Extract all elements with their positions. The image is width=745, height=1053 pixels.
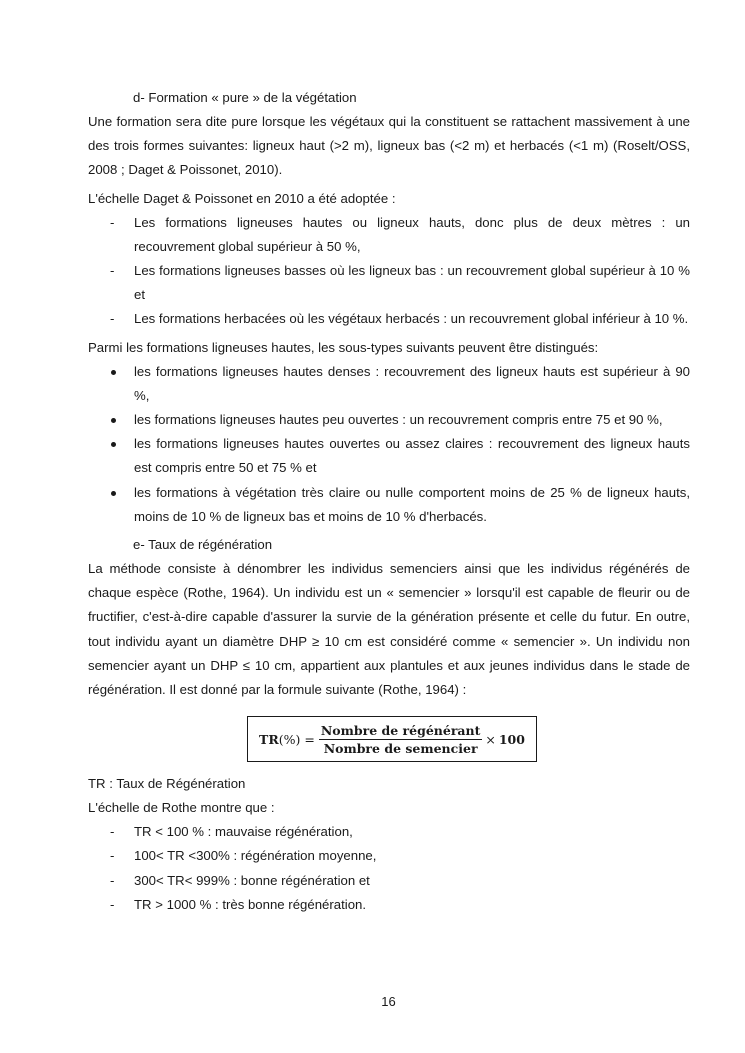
rothe-scale-intro: L'échelle de Rothe montre que :: [88, 800, 275, 816]
rothe-scale-list: [88, 820, 690, 917]
bullet-list-item: [88, 360, 690, 408]
formula-factor: 100: [498, 731, 525, 747]
bullet-dot-icon: [111, 442, 116, 447]
dash-marker: -: [110, 824, 115, 840]
scale-list-item: [88, 844, 690, 868]
bullet-list-item: [88, 432, 690, 480]
bullet-dot-icon: [111, 491, 116, 496]
dash-item-text: Les formations ligneuses basses où les ligneux bas : un recouvrement global supérieur à 10 % et: [134, 263, 690, 303]
formula-lhs: [259, 732, 300, 747]
formula-lhs-unit: (%): [278, 731, 301, 747]
dash-list-item: [88, 211, 690, 259]
scale-item-text: TR > 1000 % : très bonne régénération.: [134, 896, 367, 912]
scale-item-text: TR < 100 % : mauvaise régénération,: [134, 824, 353, 840]
bullet-dot-icon: [111, 370, 116, 375]
formula-denominator: Nombre de semencier: [323, 740, 478, 756]
scale-item-text: 100< TR <300% : régénération moyenne,: [134, 848, 377, 864]
bullet-list-item: [88, 481, 690, 529]
dash-marker: -: [110, 896, 115, 912]
section-d-paragraph-2: L'échelle Daget & Poissonet en 2010 a été adoptée :: [88, 190, 396, 206]
bullet-dot-icon: [111, 418, 116, 423]
section-d-paragraph-3: Parmi les formations ligneuses hautes, les sous-types suivants peuvent être distingués:: [88, 339, 599, 355]
page-number: 16: [381, 994, 396, 1009]
section-d-paragraph-1: Une formation sera dite pure lorsque les végétaux qui la constituent se rattachent massivement à une des trois formes suivantes: ligneux haut (>2 m), ligneux bas (<2 m) et herbacés (<1 m) (Roselt/OSS, 2008 ; Daget & Poissonet, 2010).: [88, 114, 690, 178]
dash-marker: -: [110, 848, 115, 864]
dash-marker: -: [110, 263, 115, 279]
formula-lhs-symbol: TR: [259, 731, 279, 747]
formula-equals: =: [304, 731, 315, 747]
tr-definition: TR : Taux de Régénération: [88, 776, 246, 792]
dash-marker: -: [110, 872, 115, 888]
formula-container: [88, 716, 690, 762]
dash-list-item: [88, 259, 690, 307]
bullet-item-text: les formations ligneuses hautes ouvertes ou assez claires : recouvrement des ligneux hauts est compris entre 50 et 75 % et: [134, 436, 690, 476]
dash-item-text: Les formations ligneuses hautes ou ligneux hauts, donc plus de deux mètres : un recouvrement global supérieur à 50 %,: [134, 214, 690, 254]
formation-dash-list: [88, 211, 690, 332]
bullet-item-text: les formations ligneuses hautes denses : recouvrement des ligneux hauts est supérieur à 90 %,: [134, 363, 690, 403]
scale-list-item: [88, 869, 690, 893]
formula-fraction: [319, 723, 483, 756]
section-e-paragraph-1: La méthode consiste à dénombrer les individus semenciers ainsi que les individus régénérés de chaque espèce (Rothe, 1964). Un individu est un « semencier » lorsqu'il est capable de fleurir ou de fructifier, c'est-à-dire capable d'assurer la survie de la génération présente et celle du futur. En outre, tout individu ayant un diamètre DHP ≥ 10 cm est considéré comme « semencier ». Un individu non semencier ayant un DHP ≤ 10 cm, appartient aux plantules et aux jeunes individus dans le stade de régénération. Il est donné par la formule suivante (Rothe, 1964) :: [88, 561, 690, 698]
dash-marker: -: [110, 311, 115, 327]
regeneration-formula-box: [247, 716, 537, 762]
dash-marker: -: [110, 214, 115, 230]
dash-list-item: [88, 307, 690, 331]
dash-item-text: Les formations herbacées où les végétaux herbacés : un recouvrement global inférieur à 10 %.: [134, 311, 689, 327]
section-e-heading: e- Taux de régénération: [133, 537, 273, 553]
bullet-list-item: [88, 408, 690, 432]
bullet-item-text: les formations à végétation très claire ou nulle comportent moins de 25 % de ligneux hauts, moins de 10 % de ligneux bas et moins de 10 % d'herbacés.: [134, 484, 690, 524]
bullet-item-text: les formations ligneuses hautes peu ouvertes : un recouvrement compris entre 75 et 90 %,: [134, 412, 663, 428]
subtype-bullet-list: [88, 360, 690, 529]
section-d-heading: d- Formation « pure » de la végétation: [133, 90, 357, 105]
page-content: [88, 86, 690, 921]
scale-list-item: [88, 820, 690, 844]
formula-times: ×: [485, 731, 496, 747]
formula-numerator: Nombre de régénérant: [320, 722, 481, 738]
scale-list-item: [88, 893, 690, 917]
scale-item-text: 300< TR< 999% : bonne régénération et: [134, 872, 370, 888]
